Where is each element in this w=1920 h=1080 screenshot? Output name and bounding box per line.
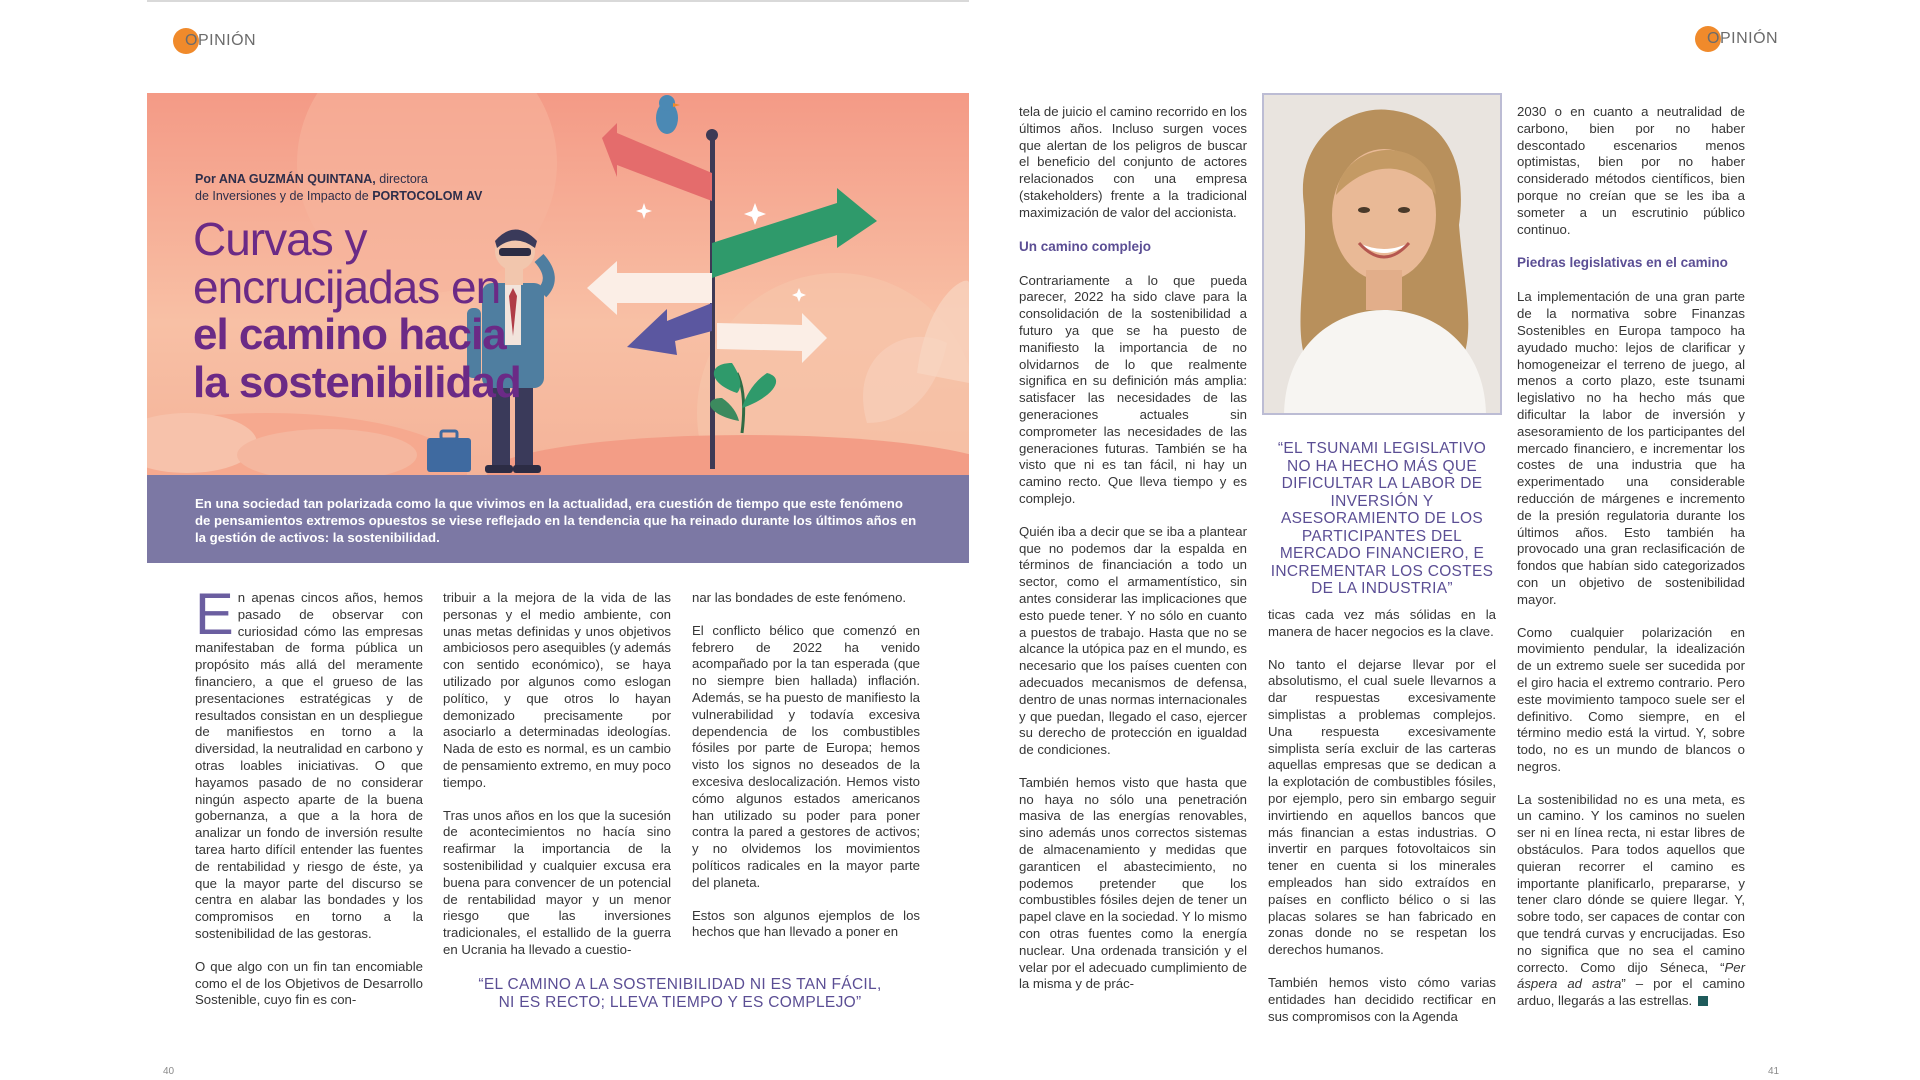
author-name: Por ANA GUZMÁN QUINTANA,	[195, 172, 376, 186]
column-4	[1019, 104, 1247, 1009]
paragraph	[1517, 792, 1745, 1010]
paragraph: También hemos visto que hasta que no haya no sólo una penetración masiva de las energías renovables, sino además unos correctos sistemas de almacenamiento y medidas que garanticen el abastecimiento, no podemos pretender que los combustibles fósiles dejen de tener un papel clave en la sociedad. Y lo mismo con otras fuentes como la energía nuclear. Una ordenada transición y el velar por el adecuado cumplimiento de la misma y de prác-	[1019, 774, 1247, 992]
paragraph: El conflicto bélico que comenzó en febrero de 2022 ha venido acompañado por la tan esperada (que no siempre bien hallada) inflación. Además, se ha puesto de manifiesto la vulnerabilidad y todavía excesiva dependencia de los combustibles fósiles por parte de Europa; hemos visto los signos no deseados de la excesiva deslocalización. Hemos visto cómo algunos estados americanos han utilizado su poder para poner contra la pared a gestores de activos; y no olvidemos los movimientos políticos radicales en la mayor parte del planeta.	[692, 622, 920, 890]
page-number-left: 40	[163, 1066, 175, 1077]
article-title	[193, 215, 521, 407]
author-company: PORTOCOLOM AV	[372, 189, 483, 203]
paragraph: También hemos visto cómo varias entidades han decidido rectificar en sus compromisos con la Agenda	[1268, 974, 1496, 1024]
subheading: Un camino complejo	[1019, 238, 1152, 254]
paragraph: Estos son algunos ejemplos de los hechos que han llevado a poner en	[692, 907, 920, 940]
column-2	[443, 590, 671, 975]
end-mark-icon	[1698, 996, 1708, 1006]
section-tag-left	[173, 28, 256, 54]
author-role: directora	[375, 172, 428, 186]
column-6	[1517, 104, 1745, 1026]
paragraph: tribuir a la mejora de la vida de las personas y el medio ambiente, con unas metas definidas y unos objetivos ambiciosos pero asequibles (y además con sentido económico), se haya utilizado por algunos como eslogan político, y que otros lo hayan demonizado precisamente por asociarlo a determinadas ideologías. Nada de esto es normal, es un cambio de pensamiento extremo, en muy poco tiempo.	[443, 590, 671, 790]
pull-quote-1: “EL CAMINO A LA SOSTENIBILIDAD NI ES TAN FÁCIL, NI ES RECTO; LLEVA TIEMPO Y ES COMPLEJO”	[478, 976, 882, 1011]
page-number-right: 41	[1768, 1066, 1780, 1077]
column-1	[195, 582, 423, 1025]
top-rule	[147, 0, 969, 2]
latin-quote: Per áspera ad astra	[1517, 959, 1745, 992]
paragraph: Contrariamente a lo que pueda parecer, 2022 ha sido clave para la consolidación de la sostenibilidad a futuro ya que se ha puesto de manifiesto la importancia de no olvidarnos de lo que realmente significa en su definición más amplia: satisfacer las necesidades de las generaciones actuales sin comprometer las necesidades de las generaciones futuras. También se ha visto que ni es tan fácil, ni hay un camino recto. Que lleva tiempo y es complejo.	[1019, 272, 1247, 506]
paragraph: No tanto el dejarse llevar por el absolutismo, el cual suele llevarnos a dar respuestas excesivamente simplistas a problemas complejos. Una respuesta excesivamente simplista sería excluir de las carteras aquellas empresas que se dedican a la explotación de combustibles fósiles, por ejemplo, pero sin embargo seguir invirtiendo en aquellos bancos que más financian a estas industrias. O invertir en parques fotovoltaicos sin tener en cuenta si los minerales empleados han sido extraídos en países en conflicto bélico o si las placas solares se han fabricado en zonas donde no se respetan los derechos humanos.	[1268, 656, 1496, 958]
author-role-line: de Inversiones y de Impacto de	[195, 189, 373, 203]
paragraph-text: La sostenibilidad no es una meta, es un camino. Y los caminos no suelen ser ni en línea recta, ni estar libres de obstáculos. Para todos aquellos que quieran recorrer el camino es importante planificarlo, prepararse, y tener claro dónde se quiere llegar. Y, sobre todo, ser capaces de contar con que tendrá curvas y encrucijadas. Eso no significa que no sea el camino correcto. Como dijo Séneca, “	[1517, 791, 1745, 975]
column-3	[692, 590, 920, 957]
subheading: Piedras legislativas en el camino	[1517, 255, 1728, 271]
paragraph: tela de juicio el camino recorrido en los últimos años. Incluso surgen voces que alertan de los peligros de buscar el beneficio del conjunto de actores relacionados con una empresa (stakeholders) frente a la tradicional maximización de valor del accionista.	[1019, 104, 1247, 220]
portrait-image	[1264, 95, 1502, 415]
title-line-4: la sostenibilidad	[193, 358, 521, 407]
column-5	[1268, 607, 1496, 1041]
section-tag-right	[1695, 26, 1778, 52]
title-line-3: el camino hacia	[193, 310, 506, 359]
author-photo	[1262, 93, 1502, 415]
paragraph: ticas cada vez más sólidas en la manera de hacer negocios es la clave.	[1268, 607, 1496, 639]
title-line-2: encrucijadas en	[193, 261, 501, 313]
paragraph: Como cualquier polarización en movimiento pendular, la idealización de un extremo suele ser sucedida por el giro hacia el extremo contrario. Pero este movimiento tampoco suele ser el definitivo. Como siempre, en el término medio está la virtud. Y, sobre todo, no es un mundo de blancos o negros.	[1517, 624, 1745, 774]
paragraph: O que algo con un fin tan encomiable como el de los Objetivos de Desarrollo Sostenible, cuyo fin es con-	[195, 958, 423, 1008]
lead-paragraph: En una sociedad tan polarizada como la que vivimos en la actualidad, era cuestión de tiempo que este fenómeno de pensamientos extremos opuestos se viese reflejado en la tendencia que ha reinado durante los últimos años en la gestión de activos: la sostenibilidad.	[147, 475, 969, 563]
paragraph: 2030 o en cuanto a neutralidad de carbono, bien por no haber descontado escenarios menos optimistas, bien por no haber considerado métodos científicos, bien porque no creían que se les iba a someter a un escrutinio público continuo.	[1517, 104, 1745, 237]
paragraph-text: ” – por el camino arduo, llegarás a las estrellas.	[1517, 976, 1746, 1009]
section-label: OPINIÓN	[1707, 30, 1779, 47]
paragraph: nar las bondades de este fenómeno.	[692, 590, 907, 605]
paragraph: n apenas cincos años, hemos pasado de observar con curiosidad cómo las empresas manifestaban de forma pública un propósito más allá del meramente financiero, a que el grueso de las presentaciones estratégicas y de resultados consistan en un despliegue de manifiestos en torno a la diversidad, la neutralidad en carbono y otras loables iniciativas. O que hayamos pasado de no considerar ningún aspecto aparte de la buena gobernanza, a que a la hora de analizar un fondo de inversión resulte tarea harto difícil entender las fuentes de rentabilidad y riesgo de éste, ya que la mayor parte del discurso se centra en alabar las bondades y los compromisos en torno a la sostenibilidad de las gestoras.	[195, 590, 423, 941]
paragraph: Quién iba a decir que se iba a plantear que no podemos dar la espalda en términos de financiación a todo un sector, como el armamentístico, sin antes considerar las implicaciones que esto puede tener. Y no sólo en cuanto a puestos de trabajo. Hasta que no se alcance la utópica paz en el mundo, es necesario que los países cuenten con adecuados mecanismos de defensa, dentro de unas normas internacionales y que puedan, llegado el caso, ejercer su derecho de protección en igualdad de condiciones.	[1019, 523, 1247, 758]
drop-cap: E	[195, 582, 234, 647]
title-line-1: Curvas y	[193, 213, 367, 265]
hero-illustration	[147, 93, 969, 475]
byline	[195, 171, 482, 205]
paragraph: La implementación de una gran parte de la normativa sobre Finanzas Sostenibles en Europa tampoco ha ayudado mucho: lejos de clarificar y homogeneizar el terreno de juego, al menos a corto plazo, este tsunami legislativo no ha hecho más que dificultar la labor de inversión y asesoramiento de los participantes del mercado financiero, e incrementar los costes de una industria que ha experimentado una considerable reducción de márgenes e incremento de la presión regulatoria durante los últimos años. Esto también ha provocado una gran reclasificación de fondos que habían sido categorizados con un objetivo de sostenibilidad mayor.	[1517, 289, 1745, 607]
pull-quote-2: “EL TSUNAMI LEGISLATIVO NO HA HECHO MÁS QUE DIFICULTAR LA LABOR DE INVERSIÓN Y ASESORAMIENTO DE LOS PARTICIPANTES DEL MERCADO FINANCIERO, E INCREMENTAR LOS COSTES DE LA INDUSTRIA”	[1270, 440, 1494, 597]
paragraph: Tras unos años en los que la sucesión de acontecimientos no hacía sino reafirmar la importancia de la sostenibilidad y cualquier excusa era buena para convencer de un potencial de rentabilidad mayor y un menor riesgo que las inversiones tradicionales, el estallido de la guerra en Ucrania ha llevado a cuestio-	[443, 807, 671, 957]
section-label: OPINIÓN	[185, 32, 257, 49]
